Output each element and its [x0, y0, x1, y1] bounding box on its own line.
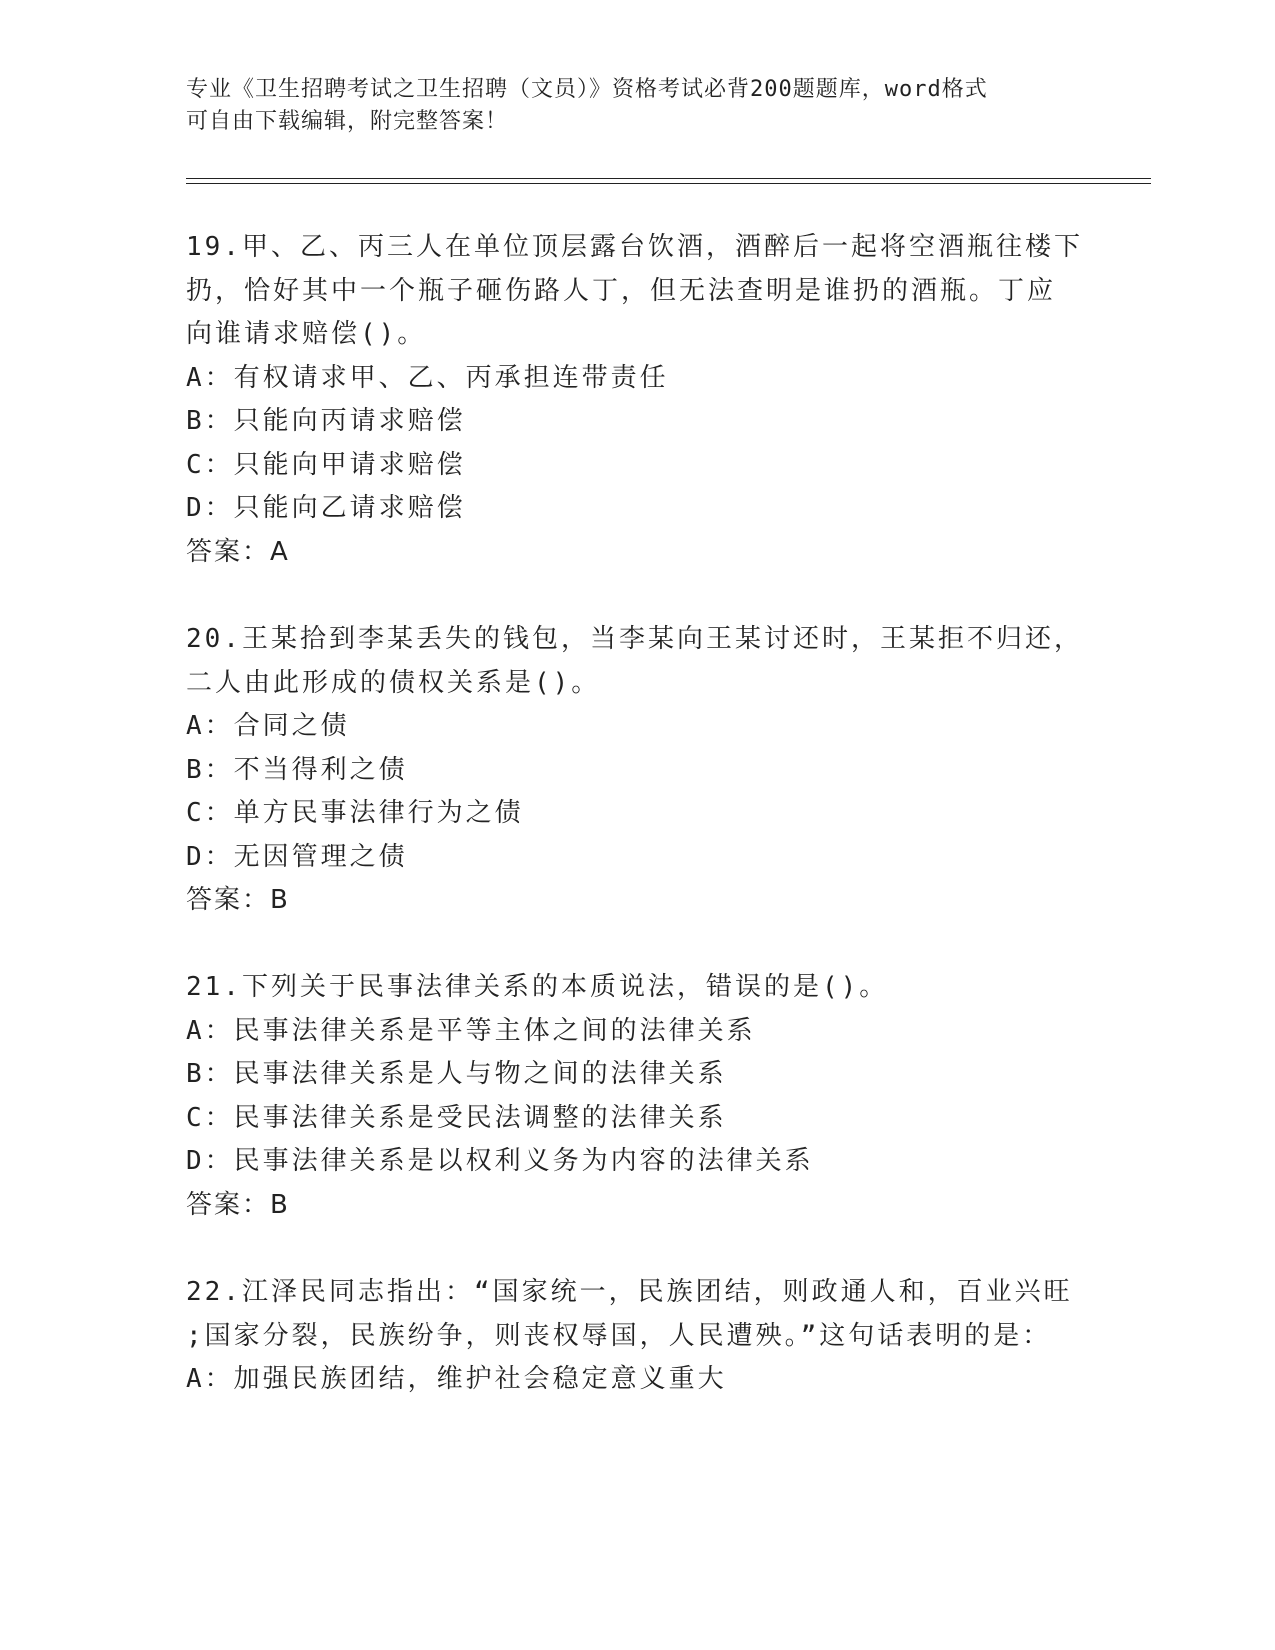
question-21-option-d: D：民事法律关系是以权利义务为内容的法律关系	[186, 1146, 814, 1176]
question-21-option-c: C：民事法律关系是受民法调整的法律关系	[186, 1103, 727, 1133]
question-19-stem-2: 扔，恰好其中一个瓶子砸伤路人丁，但无法查明是谁扔的酒瓶。丁应	[186, 276, 1057, 306]
question-22-option-a: A：加强民族团结，维护社会稳定意义重大	[186, 1364, 727, 1394]
question-20-stem-1: 20.王某拾到李某丢失的钱包，当李某向王某讨还时，王某拒不归还，	[186, 624, 1083, 654]
question-20-option-a: A：合同之债	[186, 711, 350, 741]
question-21-stem-1: 21.下列关于民事法律关系的本质说法，错误的是()。	[186, 972, 889, 1002]
question-21-answer: 答案：B	[186, 1190, 290, 1220]
question-19-answer: 答案：A	[186, 537, 290, 567]
question-20-option-c: C：单方民事法律行为之债	[186, 798, 524, 828]
question-20-stem-2: 二人由此形成的债权关系是()。	[186, 668, 601, 698]
question-19-option-b: B：只能向丙请求赔偿	[186, 406, 466, 436]
header-line-1: 专业《卫生招聘考试之卫生招聘（文员）》资格考试必背200题题库，word格式	[186, 77, 988, 102]
question-20-answer: 答案：B	[186, 885, 290, 915]
question-19-stem-1: 19.甲、乙、丙三人在单位顶层露台饮酒，酒醉后一起将空酒瓶往楼下	[186, 232, 1083, 262]
question-22-stem-1: 22.江泽民同志指出：“国家统一，民族团结，则政通人和，百业兴旺	[186, 1277, 1073, 1307]
header-line-2: 可自由下载编辑，附完整答案！	[186, 109, 509, 134]
header-rule-top	[186, 178, 1151, 179]
question-20-option-d: D：无因管理之债	[186, 842, 408, 872]
question-20-option-b: B：不当得利之债	[186, 755, 408, 785]
question-22-stem-2: ;国家分裂，民族纷争，则丧权辱国，人民遭殃。”这句话表明的是：	[186, 1321, 1052, 1351]
header-rule-bottom	[186, 183, 1151, 184]
question-19-option-c: C：只能向甲请求赔偿	[186, 450, 466, 480]
question-21-option-a: A：民事法律关系是平等主体之间的法律关系	[186, 1016, 756, 1046]
question-19-option-a: A：有权请求甲、乙、丙承担连带责任	[186, 363, 669, 393]
question-19-stem-3: 向谁请求赔偿()。	[186, 319, 427, 349]
question-19-option-d: D：只能向乙请求赔偿	[186, 493, 466, 523]
question-21-option-b: B：民事法律关系是人与物之间的法律关系	[186, 1059, 727, 1089]
document-header	[186, 74, 1086, 138]
